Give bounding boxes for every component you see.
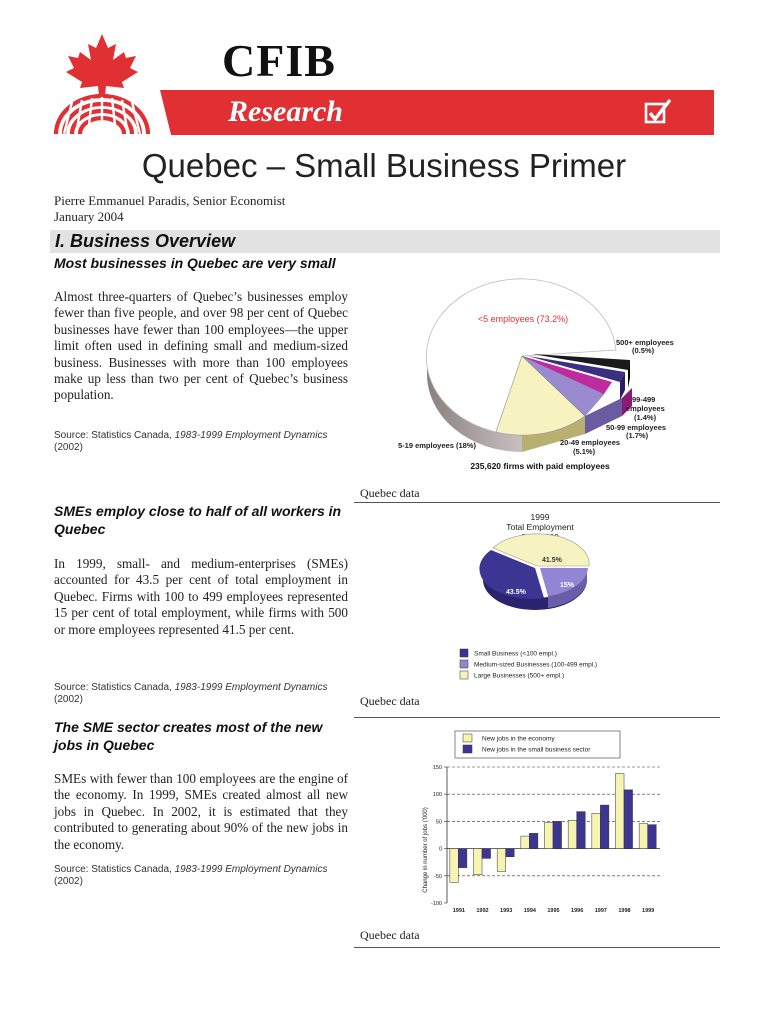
pie1-label-50-99-a: 50-99 employees xyxy=(606,423,667,432)
block3-rule xyxy=(354,947,720,948)
source-prefix: Source: Statistics Canada, xyxy=(54,430,175,441)
bar-plot-area xyxy=(431,765,660,914)
block1-body: Almost three-quarters of Quebec’s businesses employ fewer than five people, and over 98 per cent of Quebec businesses have fewer than 100 employees—the upper limit often used in defining small and medium-sized business. Businesses with more than 100 employees make up less than two per cent of Quebec’s business population. xyxy=(54,289,348,403)
bar-x-tick-label: 1994 xyxy=(523,908,536,914)
block2-body: In 1999, small- and medium-enterprises (SMEs) accounted for 43.5 per cent of total employment in Quebec. Firms with 100 to 499 employees represented 15 per cent of total employment, while firms with 500 or more employees represented 41.5 per cent. xyxy=(54,556,348,637)
block3-body: SMEs with fewer than 100 employees are the engine of the economy. In 1999, SMEs created almost all new jobs in Quebec. In 2002, it is estimated that they contributed to generating about 90% of the new jobs in the economy. xyxy=(54,771,348,852)
source-year: (2002) xyxy=(54,442,83,453)
pie1-label-50-99-b: (1.7%) xyxy=(626,431,649,440)
block1-source xyxy=(54,430,348,454)
bar-chart-svg xyxy=(410,728,670,920)
block3-caption: Quebec data xyxy=(360,928,420,942)
source-year: (2002) xyxy=(54,876,83,887)
bar-economy-1995 xyxy=(545,822,554,848)
block2-source xyxy=(54,682,348,706)
pie2-subtitle: Total Employment xyxy=(506,522,574,532)
bar-economy-1997 xyxy=(592,813,601,848)
pie1-label-99-499-b: employees xyxy=(626,404,665,413)
bar-ylabel: Change in number of jobs ('000) xyxy=(423,807,429,893)
pie1-label-500-a: 500+ employees xyxy=(616,338,674,347)
bar-x-tick-label: 1995 xyxy=(547,908,560,914)
block2-caption: Quebec data xyxy=(360,694,420,708)
pie1-label-lt5: <5 employees (73.2%) xyxy=(477,314,569,324)
pie1-label-20-49-b: (5.1%) xyxy=(573,447,596,456)
source-title: 1983-1999 Employment Dynamics xyxy=(174,682,328,693)
legend-label-economy: New jobs in the economy xyxy=(482,735,555,743)
bar-economy-1998 xyxy=(616,774,625,849)
source-title: 1983-1999 Employment Dynamics xyxy=(174,430,328,441)
bar-small-business-1998 xyxy=(624,790,633,849)
bar-y-tick-label: -100 xyxy=(430,901,442,907)
bar-y-tick-label: 150 xyxy=(432,765,442,771)
pie1-note: 235,620 firms with paid employees xyxy=(470,461,610,471)
maple-leaf-logo-icon xyxy=(50,30,154,140)
bar-x-tick-label: 1996 xyxy=(571,908,584,914)
pie1-label-5-19: 5-19 employees (18%) xyxy=(398,441,476,450)
pie1-label-20-49-a: 20-49 employees xyxy=(560,438,621,447)
bar-small-business-1993 xyxy=(506,849,515,857)
legend-label-small-business: New jobs in the small business sector xyxy=(482,746,591,754)
bar-small-business-1994 xyxy=(529,833,538,848)
firm-size-pie-chart xyxy=(360,268,720,478)
pie2-legend-large: Large Businesses (500+ empl.) xyxy=(474,672,565,680)
bar-economy-1992 xyxy=(474,849,483,875)
bar-x-tick-label: 1999 xyxy=(642,908,655,914)
pie2-title: 1999 xyxy=(530,512,550,522)
pie2-legend-swatch-small xyxy=(460,649,468,657)
bar-economy-1993 xyxy=(497,849,506,872)
bar-economy-1996 xyxy=(568,820,577,848)
bar-economy-1994 xyxy=(521,836,530,849)
source-title: 1983-1999 Employment Dynamics xyxy=(174,864,328,875)
pie1-label-500-b: (0.5%) xyxy=(632,346,655,355)
pie2-label-small: 43.5% xyxy=(506,589,526,596)
bar-small-business-1996 xyxy=(577,812,586,849)
author: Pierre Emmanuel Paradis, Senior Economist xyxy=(54,193,286,208)
bar-economy-1991 xyxy=(450,849,459,883)
bar-small-business-1991 xyxy=(458,849,467,868)
block1-rule xyxy=(354,502,720,503)
checkmark-icon xyxy=(644,98,674,126)
pie2-legend-small: Small Business (<100 empl.) xyxy=(474,650,557,658)
bar-small-business-1997 xyxy=(600,805,609,849)
block3-subhead: The SME sector creates most of the new jobs in Quebec xyxy=(54,719,323,753)
bar-y-tick-label: 100 xyxy=(432,792,442,799)
banner-label: Research xyxy=(228,95,343,128)
bar-y-tick-label: 0 xyxy=(438,846,442,853)
bar-y-tick-label: 50 xyxy=(435,819,442,826)
pie1-label-99-499-c: (1.4%) xyxy=(634,413,657,422)
bar-small-business-1992 xyxy=(482,849,491,859)
source-prefix: Source: Statistics Canada, xyxy=(54,864,175,875)
logo xyxy=(50,30,154,140)
bar-x-tick-label: 1991 xyxy=(452,908,465,914)
pie2-legend-swatch-large xyxy=(460,671,468,679)
page-title: Quebec – Small Business Primer xyxy=(141,147,627,184)
bar-x-tick-label: 1992 xyxy=(476,908,489,914)
bar-x-tick-label: 1997 xyxy=(594,908,607,914)
bar-y-tick-label: -50 xyxy=(434,873,442,880)
pie2-label-medium: 15% xyxy=(560,582,575,589)
block1-subhead: Most businesses in Quebec are very small xyxy=(54,255,336,271)
block1-caption: Quebec data xyxy=(360,486,420,500)
pie1-label-99-499-a: 99-499 xyxy=(632,395,656,404)
pie2-legend-medium: Medium-sized Businesses (100-499 empl.) xyxy=(474,661,598,669)
section-heading: I. Business Overview xyxy=(55,231,236,251)
bar-x-tick-label: 1998 xyxy=(618,908,631,914)
bar-small-business-1995 xyxy=(553,821,562,848)
source-year: (2002) xyxy=(54,694,83,705)
bar-economy-1999 xyxy=(639,824,648,849)
date: January 2004 xyxy=(54,209,124,224)
employment-pie-chart xyxy=(440,510,640,680)
source-prefix: Source: Statistics Canada, xyxy=(54,682,175,693)
pie2-legend-swatch-medium xyxy=(460,660,468,668)
legend-swatch-small-business xyxy=(463,745,472,753)
pie2-label-large: 41.5% xyxy=(542,557,562,564)
block2-rule xyxy=(354,717,720,718)
jobs-bar-chart xyxy=(410,728,670,920)
legend-swatch-economy xyxy=(463,734,472,742)
bar-small-business-1999 xyxy=(648,825,657,849)
block3-source xyxy=(54,864,348,888)
block2-subhead: SMEs employ close to half of all workers in Quebec xyxy=(54,503,342,537)
org-name: CFIB xyxy=(222,35,336,86)
bar-x-tick-label: 1993 xyxy=(500,908,513,914)
